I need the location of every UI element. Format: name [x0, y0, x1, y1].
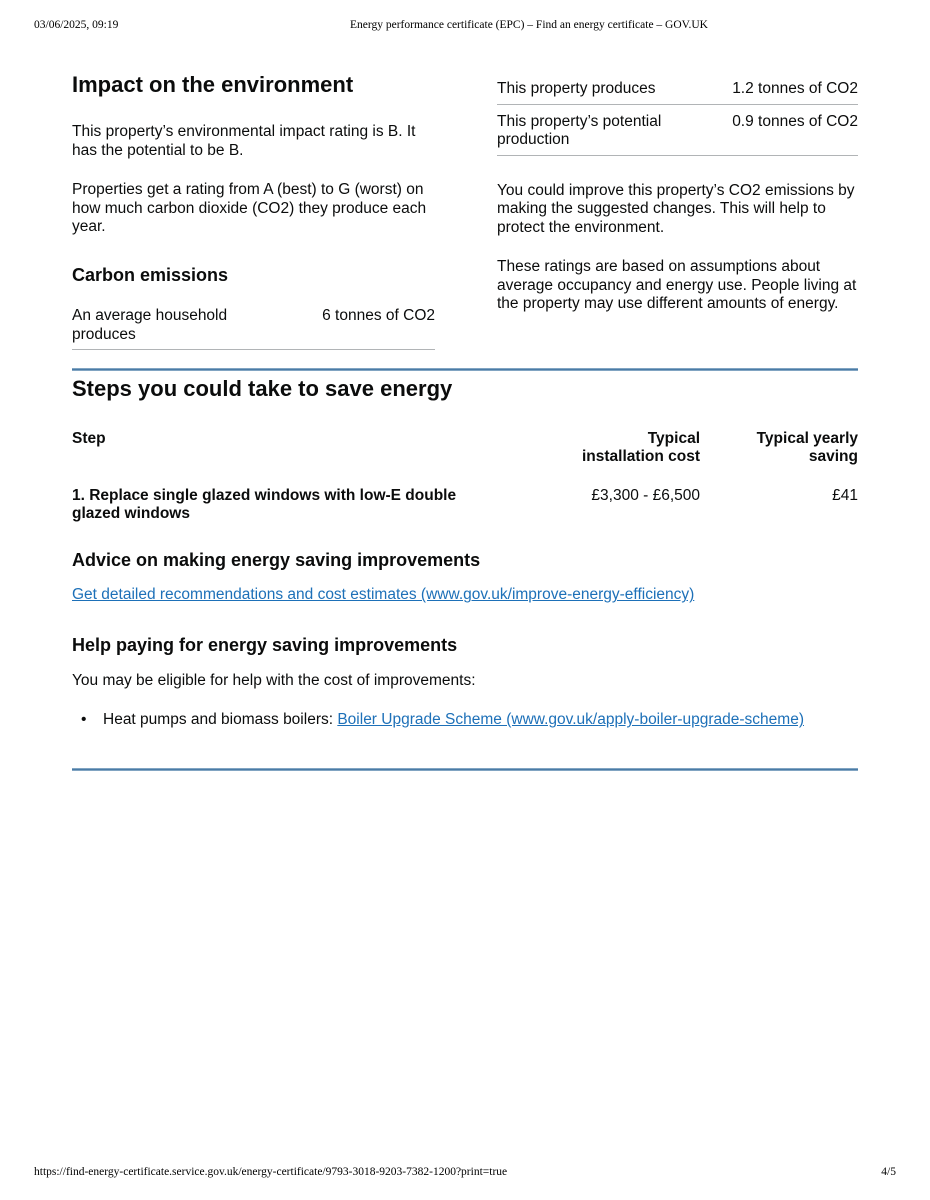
column-header-yearly-saving [700, 430, 858, 487]
table-row [497, 105, 858, 156]
row-label: This property produces [497, 80, 656, 97]
carbon-emissions-heading: Carbon emissions [72, 264, 229, 285]
carbon-emissions-table [72, 299, 435, 350]
impact-rating-paragraph: This property’s environmental impact rating is B. It has the potential to be B. [72, 123, 416, 159]
row-label: This property’s potential production [497, 112, 662, 148]
list-item-text: Heat pumps and biomass boilers: [103, 711, 338, 729]
footer-url: https://find-energy-certificate.service.gov.uk/energy-certificate/9793-3018-9203-7382-1200?print=true [34, 1166, 508, 1178]
column-header-installation-cost [555, 430, 700, 487]
steps-heading: Steps you could take to save energy [72, 376, 453, 402]
help-schemes-list [72, 711, 858, 730]
impact-heading: Impact on the environment [72, 72, 354, 97]
footer-page-indicator: 4/5 [881, 1166, 896, 1178]
list-item [72, 711, 858, 730]
help-paying-heading: Help paying for energy saving improvements [72, 634, 458, 655]
steps-table [72, 430, 858, 524]
table-row [72, 299, 435, 350]
improve-emissions-paragraph: You could improve this property’s CO2 emissions by making the suggested changes. This will help to protect the environment. [497, 181, 855, 236]
row-value: 0.9 tonnes of CO2 [732, 112, 858, 130]
yearly-saving-cell: £41 [832, 486, 858, 504]
document-content [72, 72, 858, 771]
column-header-text: Typical yearly saving [756, 429, 858, 466]
row-value: 1.2 tonnes of CO2 [732, 80, 858, 97]
section-divider [72, 368, 858, 371]
co2-production-table [497, 72, 858, 156]
print-datetime: 03/06/2025, 09:19 [34, 19, 119, 31]
impact-right-paragraphs [497, 182, 858, 314]
impact-section [72, 72, 858, 350]
row-value: 6 tonnes of CO2 [322, 307, 435, 325]
column-header-step: Step [72, 429, 106, 447]
column-header-text: Typical installation cost [582, 429, 700, 466]
installation-cost-cell: £3,300 - £6,500 [591, 486, 700, 504]
advice-link-paragraph [72, 586, 858, 605]
help-intro-paragraph: You may be eligible for help with the cost of improvements: [72, 671, 476, 689]
improve-energy-efficiency-link[interactable]: Get detailed recommendations and cost estimates (www.gov.uk/improve-energy-efficiency) [72, 586, 695, 604]
impact-left-column [72, 72, 435, 350]
assumptions-paragraph: These ratings are based on assumptions about average occupancy and energy use. People living at the property may use different amounts of energy. [497, 258, 857, 312]
row-label: An average household produces [72, 307, 228, 343]
advice-heading: Advice on making energy saving improvements [72, 549, 481, 570]
section-divider [72, 768, 858, 771]
print-page-title: Energy performance certificate (EPC) – Find an energy certificate – GOV.UK [350, 19, 708, 31]
impact-right-column [497, 72, 858, 314]
impact-scale-paragraph: Properties get a rating from A (best) to G (worst) on how much carbon dioxide (CO2) they produce each year. [72, 181, 427, 236]
boiler-upgrade-scheme-link[interactable]: Boiler Upgrade Scheme (www.gov.uk/apply-boiler-upgrade-scheme) [337, 711, 804, 729]
table-row [497, 72, 858, 105]
step-description-cell: 1. Replace single glazed windows with low-E double glazed windows [72, 486, 457, 523]
